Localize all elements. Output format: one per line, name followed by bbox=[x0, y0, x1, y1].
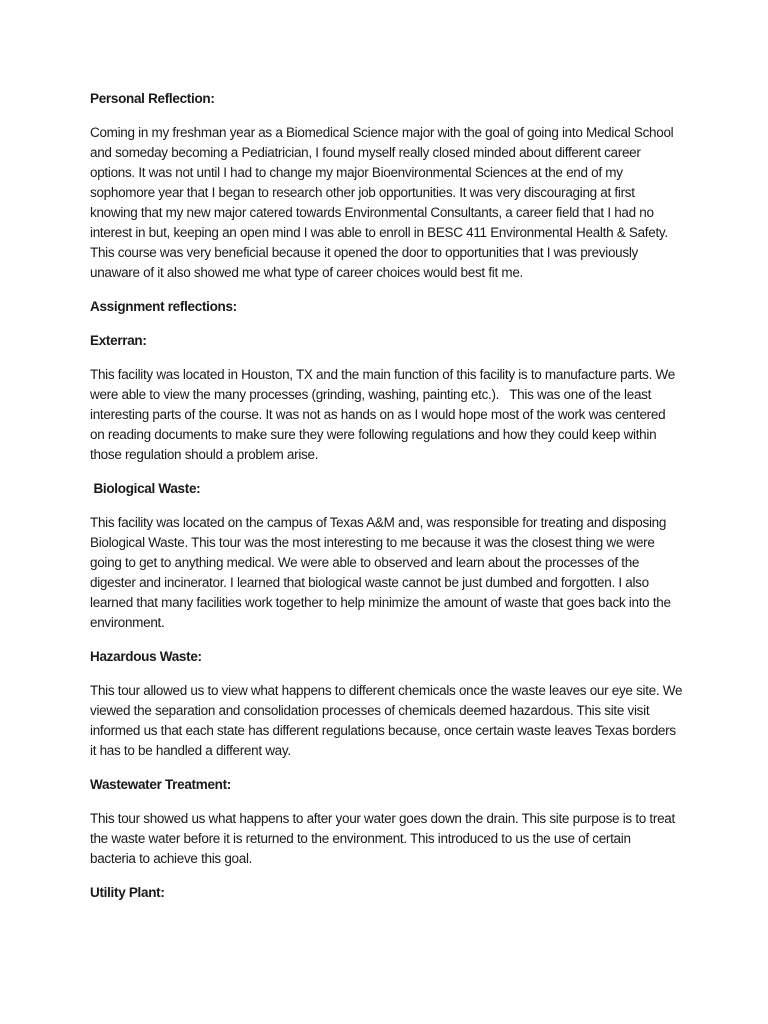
paragraph bbox=[90, 123, 690, 283]
paragraph-line: digester and incinerator. I learned that biological waste cannot be just dumbed and forgotten. I also bbox=[90, 575, 649, 590]
section-heading: Biological Waste: bbox=[90, 481, 201, 496]
paragraph bbox=[90, 365, 690, 465]
paragraph-line: This facility was located in Houston, TX and the main function of this facility is to manufacture parts. We bbox=[90, 367, 675, 382]
paragraph-line: Coming in my freshman year as a Biomedical Science major with the goal of going into Medical School bbox=[90, 125, 674, 140]
paragraph-line: on reading documents to make sure they were following regulations and how they could keep within bbox=[90, 427, 657, 442]
paragraph-line: interesting parts of the course. It was not as hands on as I would hope most of the work was centered bbox=[90, 407, 666, 422]
section-heading: Utility Plant: bbox=[90, 885, 165, 900]
paragraph-line: options. It was not until I had to change my major Bioenvironmental Sciences at the end of my bbox=[90, 165, 623, 180]
paragraph-line: sophomore year that I began to research other job opportunities. It was very discouraging at first bbox=[90, 185, 635, 200]
paragraph-line: bacteria to achieve this goal. bbox=[90, 851, 253, 866]
paragraph-line: environment. bbox=[90, 615, 165, 630]
section-heading: Hazardous Waste: bbox=[90, 649, 202, 664]
paragraph-line: This course was very beneficial because it opened the door to opportunities that I was previously bbox=[90, 245, 638, 260]
paragraph bbox=[90, 513, 690, 633]
section-heading: Exterran: bbox=[90, 333, 147, 348]
paragraph bbox=[90, 681, 690, 761]
paragraph-line: viewed the separation and consolidation processes of chemicals deemed hazardous. This site visit bbox=[90, 703, 650, 718]
paragraph-line: those regulation should a problem arise. bbox=[90, 447, 319, 462]
section-heading: Assignment reflections: bbox=[90, 299, 237, 314]
paragraph-line: interest in but, keeping an open mind I was able to enroll in BESC 411 Environmental Health & Safety. bbox=[90, 225, 668, 240]
paragraph-line: the waste water before it is returned to the environment. This introduced to us the use of certain bbox=[90, 831, 631, 846]
paragraph-line: and someday becoming a Pediatrician, I found myself really closed minded about different career bbox=[90, 145, 641, 160]
paragraph-line: This tour allowed us to view what happens to different chemicals once the waste leaves our eye site. We bbox=[90, 683, 683, 698]
document-content bbox=[90, 89, 690, 917]
section-heading: Wastewater Treatment: bbox=[90, 777, 231, 792]
paragraph-line: This tour showed us what happens to after your water goes down the drain. This site purpose is to treat bbox=[90, 811, 675, 826]
section-heading: Personal Reflection: bbox=[90, 91, 215, 106]
paragraph-line: knowing that my new major catered towards Environmental Consultants, a career field that I had no bbox=[90, 205, 654, 220]
paragraph-line: informed us that each state has different regulations because, once certain waste leaves Texas borders bbox=[90, 723, 676, 738]
paragraph bbox=[90, 809, 690, 869]
paragraph-line: learned that many facilities work together to help minimize the amount of waste that goes back into the bbox=[90, 595, 671, 610]
paragraph-line: going to get to anything medical. We were able to observed and learn about the processes of the bbox=[90, 555, 640, 570]
paragraph-line: were able to view the many processes (grinding, washing, painting etc.). This was one of the least bbox=[90, 387, 652, 402]
paragraph-line: it has to be handled a different way. bbox=[90, 743, 291, 758]
paragraph-line: Biological Waste. This tour was the most interesting to me because it was the closest thing we were bbox=[90, 535, 655, 550]
paragraph-line: This facility was located on the campus of Texas A&M and, was responsible for treating and disposing bbox=[90, 515, 667, 530]
paragraph-line: unaware of it also showed me what type of career choices would best fit me. bbox=[90, 265, 523, 280]
